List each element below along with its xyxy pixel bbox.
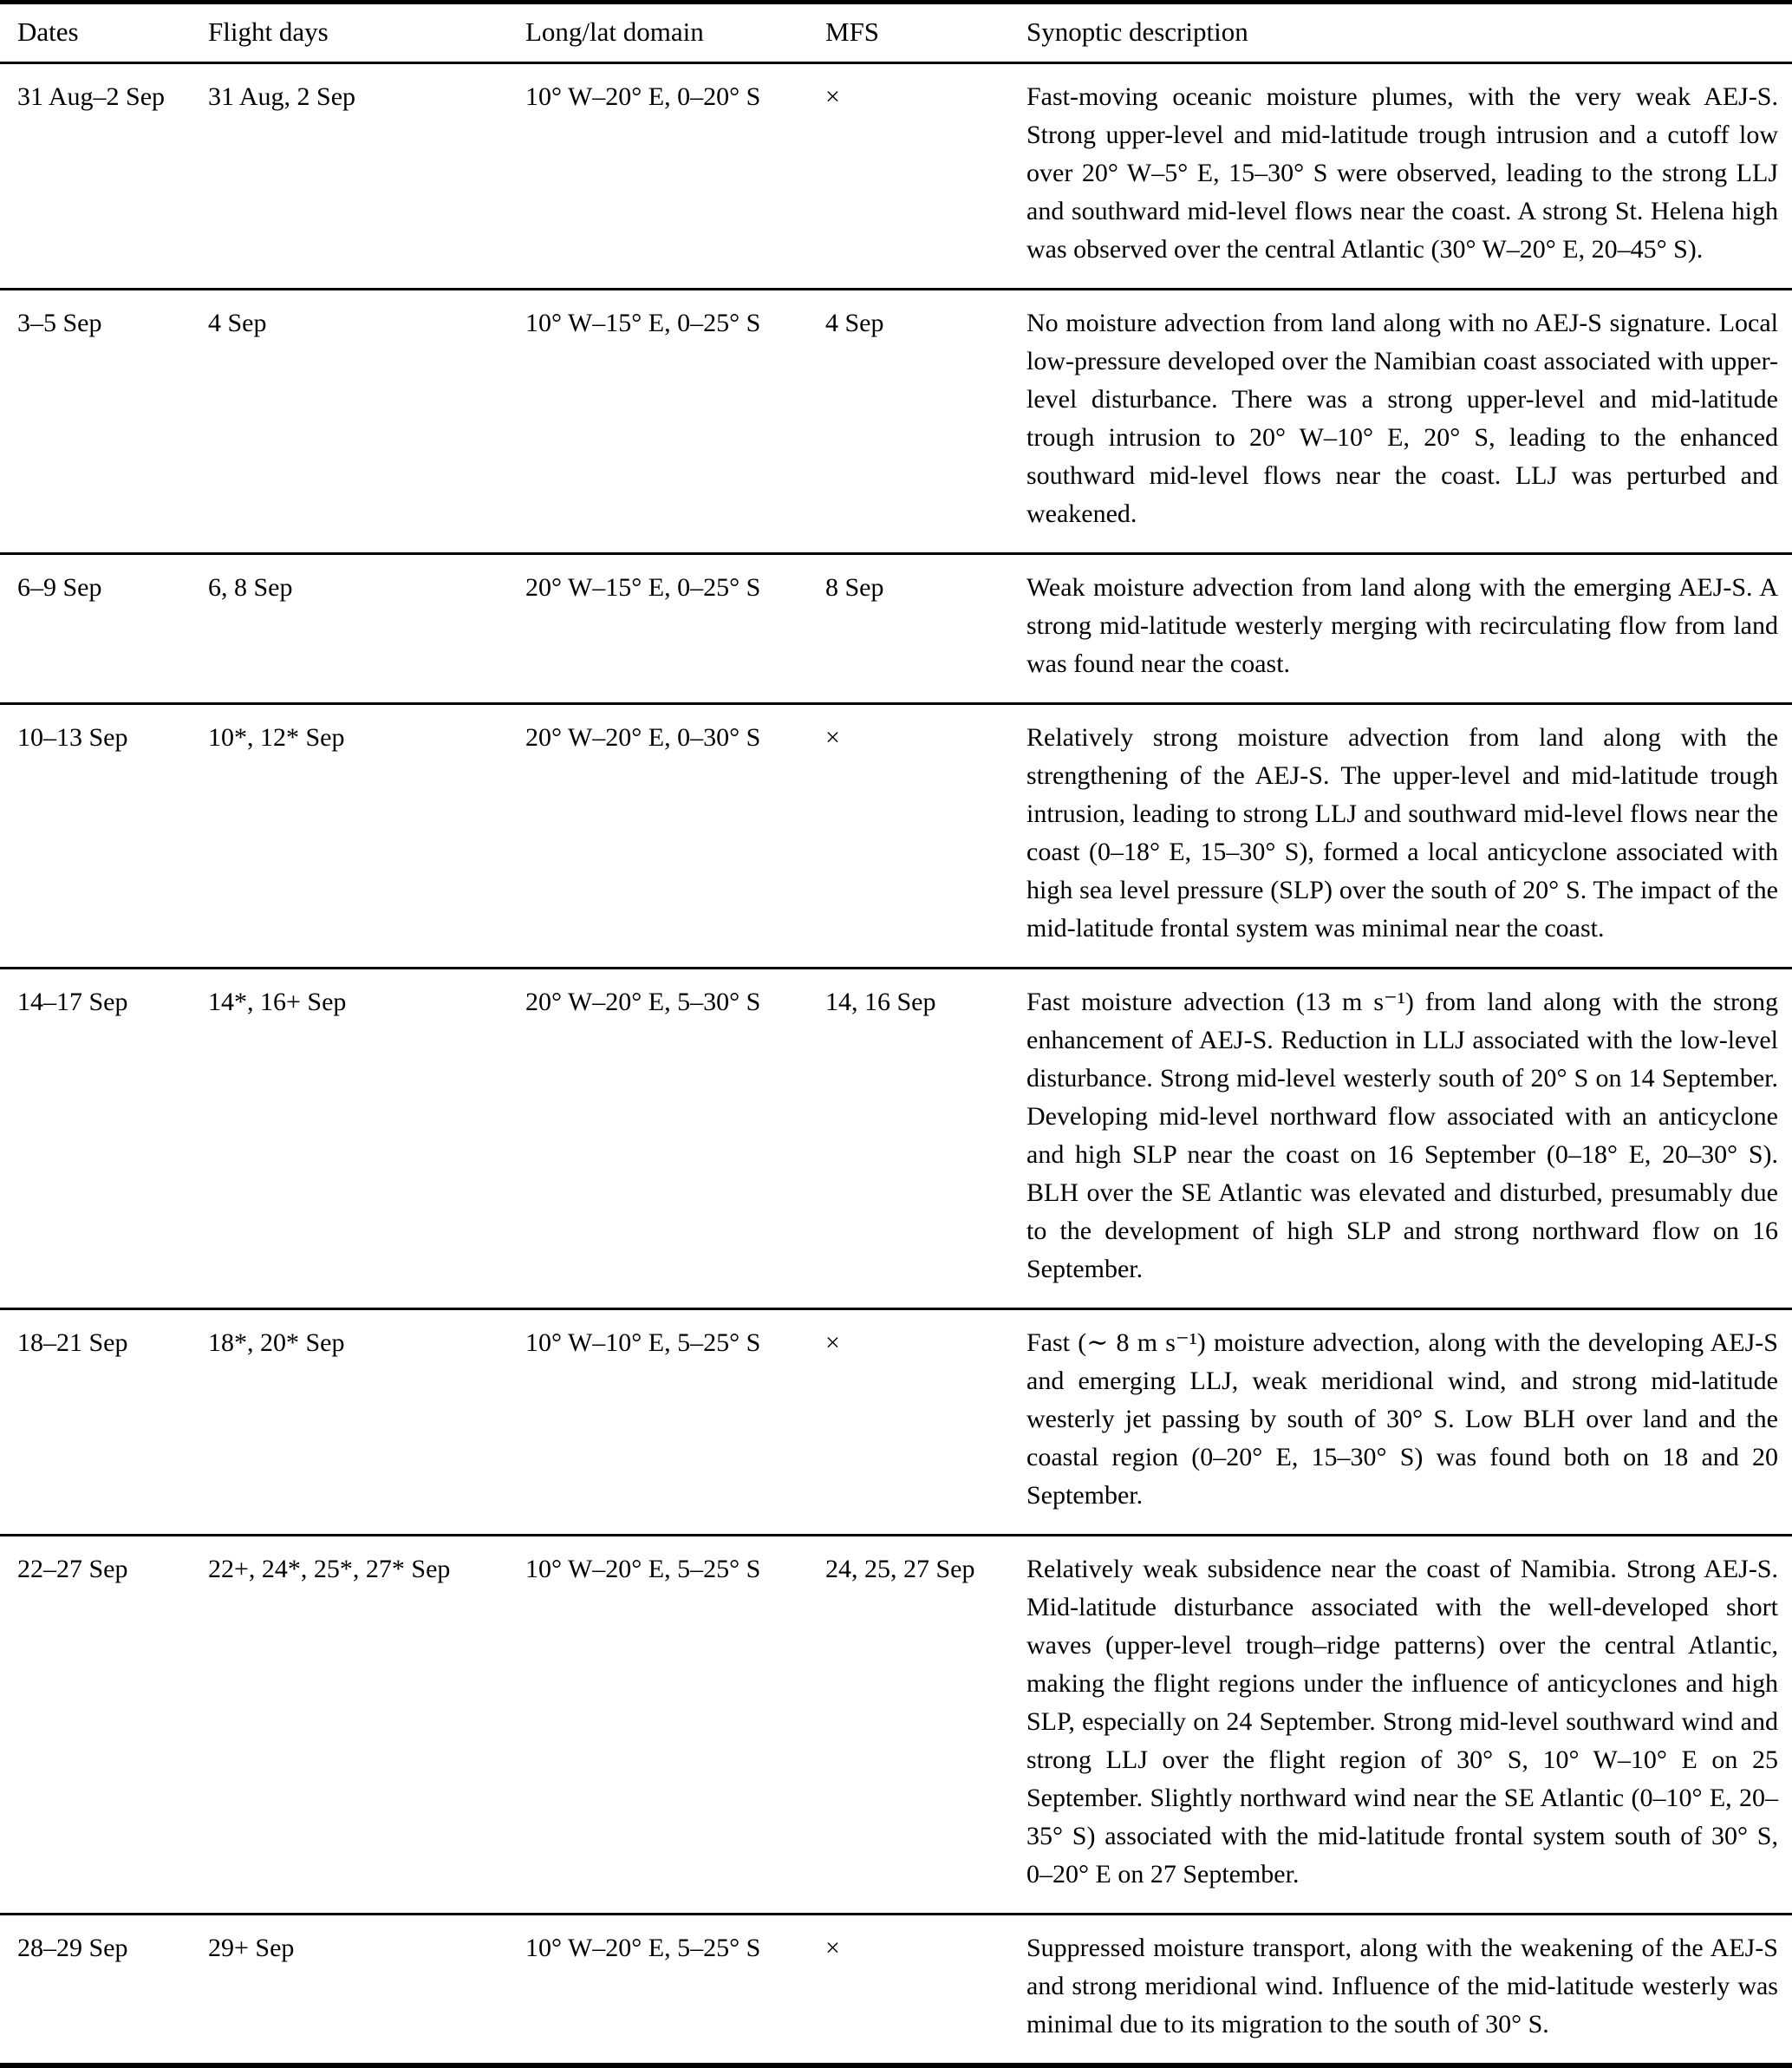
table-row bbox=[0, 1536, 1792, 1915]
table-row bbox=[0, 554, 1792, 704]
mfs-cell: × bbox=[825, 1328, 840, 1357]
synoptic-description-cell: Relatively weak subsidence near the coast of Namibia. Strong AEJ-S. Mid-latitude disturbance associated with the well-developed short waves (upper-level trough–ridge patterns) over the central Atlantic, making the flight regions under the influence of anticyclones and high SLP, especially on 24 September. Strong mid-level southward wind and strong LLJ over the flight region of 30° S, 10° W–10° E on 25 September. Slightly northward wind near the SE Atlantic (0–10° E, 20–35° S) associated with the mid-latitude frontal system south of 30° S, 0–20° E on 27 September. bbox=[1026, 1555, 1778, 1889]
table-row bbox=[0, 704, 1792, 969]
table-row bbox=[0, 290, 1792, 554]
mfs-cell: 24, 25, 27 Sep bbox=[825, 1555, 975, 1583]
table-row bbox=[0, 1309, 1792, 1536]
mfs-cell: × bbox=[825, 1934, 840, 1962]
flight-days-cell: 31 Aug, 2 Sep bbox=[208, 82, 356, 111]
col-header-mfs: MFS bbox=[825, 3, 1026, 63]
mfs-cell: × bbox=[825, 82, 840, 111]
mfs-cell: × bbox=[825, 723, 840, 752]
mfs-cell: 4 Sep bbox=[825, 309, 884, 337]
flight-days-cell: 18*, 20* Sep bbox=[208, 1328, 345, 1357]
flight-days-cell: 4 Sep bbox=[208, 309, 267, 337]
dates-cell: 18–21 Sep bbox=[17, 1328, 128, 1357]
table-row bbox=[0, 1915, 1792, 2066]
flight-days-cell: 10*, 12* Sep bbox=[208, 723, 345, 752]
dates-cell: 14–17 Sep bbox=[17, 988, 128, 1016]
synoptic-description-cell: No moisture advection from land along with no AEJ-S signature. Local low-pressure developed over the Namibian coast associated with upper-level disturbance. There was a strong upper-level and mid-latitude trough intrusion to 20° W–10° E, 20° S, leading to the enhanced southward mid-level flows near the coast. LLJ was perturbed and weakened. bbox=[1026, 309, 1778, 528]
dates-cell: 31 Aug–2 Sep bbox=[17, 82, 166, 111]
longlat-domain-cell: 10° W–20° E, 5–25° S bbox=[525, 1934, 761, 1962]
mfs-cell: 8 Sep bbox=[825, 573, 884, 602]
synoptic-description-cell: Suppressed moisture transport, along with the weakening of the AEJ-S and strong meridional wind. Influence of the mid-latitude westerly was minimal due to its migration to the south of 30° S. bbox=[1026, 1934, 1778, 2039]
longlat-domain-cell: 20° W–15° E, 0–25° S bbox=[525, 573, 761, 602]
longlat-domain-cell: 20° W–20° E, 5–30° S bbox=[525, 988, 761, 1016]
synoptic-description-cell: Weak moisture advection from land along with the emerging AEJ-S. A strong mid-latitude westerly merging with recirculating flow from land was found near the coast. bbox=[1026, 573, 1778, 678]
flight-days-cell: 6, 8 Sep bbox=[208, 573, 293, 602]
dates-cell: 6–9 Sep bbox=[17, 573, 102, 602]
longlat-domain-cell: 10° W–15° E, 0–25° S bbox=[525, 309, 761, 337]
dates-cell: 28–29 Sep bbox=[17, 1934, 128, 1962]
dates-cell: 3–5 Sep bbox=[17, 309, 102, 337]
col-header-dates: Dates bbox=[0, 3, 208, 63]
synoptic-description-cell: Fast (∼ 8 m s⁻¹) moisture advection, along with the developing AEJ-S and emerging LLJ, weak meridional wind, and strong mid-latitude westerly jet passing by south of 30° S. Low BLH over land and the coastal region (0–20° E, 15–30° S) was found both on 18 and 20 September. bbox=[1026, 1328, 1778, 1510]
synoptic-description-cell: Fast-moving oceanic moisture plumes, with the very weak AEJ-S. Strong upper-level and mid-latitude trough intrusion and a cutoff low over 20° W–5° E, 15–30° S were observed, leading to the strong LLJ and southward mid-level flows near the coast. A strong St. Helena high was observed over the central Atlantic (30° W–20° E, 20–45° S). bbox=[1026, 82, 1778, 264]
flight-days-cell: 29+ Sep bbox=[208, 1934, 295, 1962]
table-row bbox=[0, 969, 1792, 1309]
flight-days-cell: 14*, 16+ Sep bbox=[208, 988, 347, 1016]
col-header-synoptic-description: Synoptic description bbox=[1026, 3, 1792, 63]
longlat-domain-cell: 10° W–20° E, 0–20° S bbox=[525, 82, 761, 111]
longlat-domain-cell: 20° W–20° E, 0–30° S bbox=[525, 723, 761, 752]
dates-cell: 22–27 Sep bbox=[17, 1555, 128, 1583]
col-header-flight-days: Flight days bbox=[208, 3, 525, 63]
synoptic-description-cell: Fast moisture advection (13 m s⁻¹) from land along with the strong enhancement of AEJ-S. Reduction in LLJ associated with the low-level disturbance. Strong mid-level westerly south of 20° S on 14 September. Developing mid-level northward flow associated with an anticyclone and high SLP near the coast on 16 September (0–18° E, 20–30° S). BLH over the SE Atlantic was elevated and disturbed, presumably due to the development of high SLP and strong northward flow on 16 September. bbox=[1026, 988, 1778, 1283]
dates-cell: 10–13 Sep bbox=[17, 723, 128, 752]
mfs-cell: 14, 16 Sep bbox=[825, 988, 936, 1016]
table-header bbox=[0, 3, 1792, 63]
synoptic-description-cell: Relatively strong moisture advection from land along with the strengthening of the AEJ-S. The upper-level and mid-latitude trough intrusion, leading to strong LLJ and southward mid-level flows near the coast (0–18° E, 15–30° S), formed a local anticyclone associated with high sea level pressure (SLP) over the south of 20° S. The impact of the mid-latitude frontal system was minimal near the coast. bbox=[1026, 723, 1778, 943]
flight-days-cell: 22+, 24*, 25*, 27* Sep bbox=[208, 1555, 451, 1583]
col-header-longlat-domain: Long/lat domain bbox=[525, 3, 825, 63]
longlat-domain-cell: 10° W–20° E, 5–25° S bbox=[525, 1555, 761, 1583]
table-body bbox=[0, 63, 1792, 2066]
longlat-domain-cell: 10° W–10° E, 5–25° S bbox=[525, 1328, 761, 1357]
header-row bbox=[0, 3, 1792, 63]
table-row bbox=[0, 63, 1792, 290]
